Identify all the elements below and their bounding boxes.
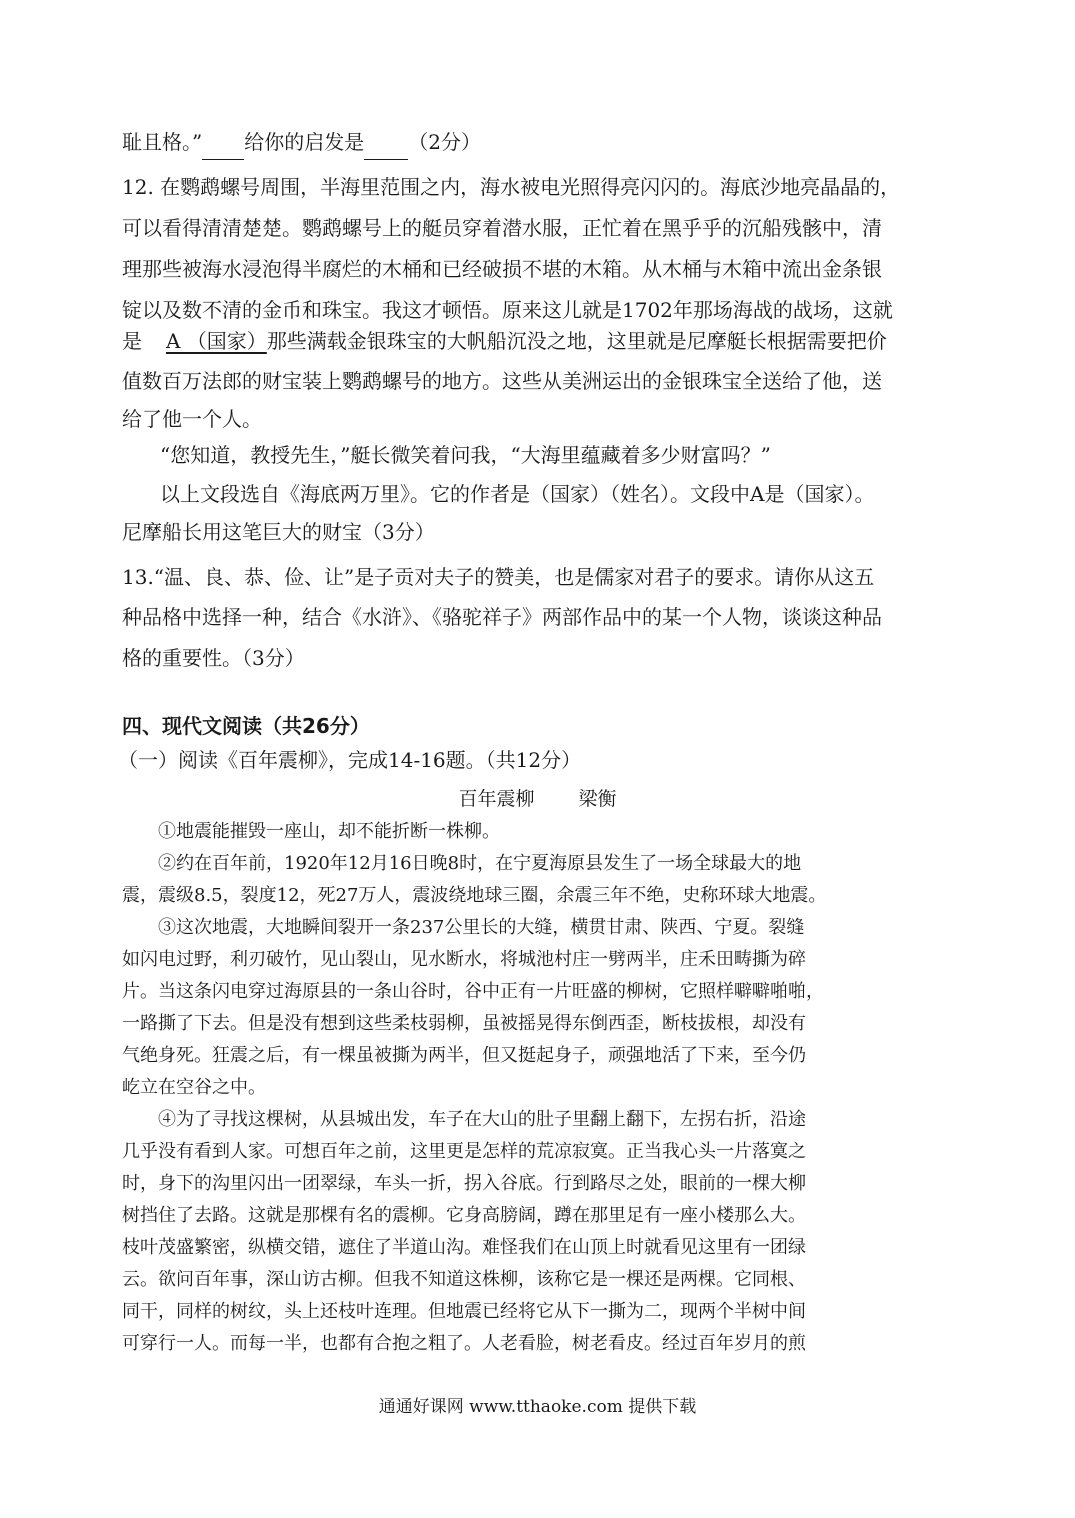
q12-line-6: 值数百万法郎的财宝装上鹦鹉螺号的地方。这些从美洲运出的金银珠宝全送给了他，送 bbox=[122, 369, 882, 393]
q11-score: （2分） bbox=[408, 130, 481, 154]
q11-tail-line bbox=[122, 126, 956, 160]
article-p4-line: 树挡住了去路。这就是那棵有名的震柳。它身高膀阔，蹲在那里足有一座小楼那么大。 bbox=[122, 1205, 806, 1226]
q12-line-7: 给了他一个人。 bbox=[122, 407, 262, 431]
article-p4-line: ④为了寻找这棵树，从县城出发，车子在大山的肚子里翻上翻下，左拐右折，沿途 bbox=[158, 1109, 806, 1130]
q12-line-3: 理那些被海水浸泡得半腐烂的木桶和已经破损不堪的木箱。从木桶与木箱中流出金条银 bbox=[122, 257, 882, 281]
section-subheading: （一）阅读《百年震柳》，完成14-16题。（共12分） bbox=[118, 748, 582, 772]
q12-line-4: 锭以及数不清的金币和珠宝。我这才顿悟。原来这儿就是1702年那场海战的战场，这就 bbox=[122, 298, 893, 322]
q13-line-1: 13.“温、良、恭、俭、让”是子贡对夫子的赞美，也是儒家对君子的要求。请你从这五 bbox=[122, 565, 875, 589]
q12-line-1: 12. 在鹦鹉螺号周围，半海里范围之内，海水被电光照得亮闪闪的。海底沙地亮晶晶的， bbox=[122, 175, 901, 199]
q12-question-1: 以上文段选自《海底两万里》。它的作者是（国家）（姓名）。文段中A是（国家）。 bbox=[160, 482, 875, 506]
article-title: 百年震柳 bbox=[458, 788, 535, 810]
q11-text-a: 耻且格。” bbox=[122, 130, 203, 154]
article-p3-line: 气绝身死。狂震之后，有一棵虽被撕为两半，但又挺起身子，顽强地活了下来，至今仍 bbox=[122, 1045, 806, 1066]
article-p3-line: 片。当这条闪电穿过海原县的一条山谷时，谷中正有一片旺盛的柳树，它照样噼噼啪啪， bbox=[122, 981, 824, 1002]
article-author: 梁衡 bbox=[578, 788, 617, 810]
article-p4-line: 时，身下的沟里闪出一团翠绿，车头一折，拐入谷底。行到路尽之处，眼前的一棵大柳 bbox=[122, 1173, 806, 1194]
article-p3-line: 一路撕了下去。但是没有想到这些柔枝弱柳，虽被摇晃得东倒西歪，断枝拔根，却没有 bbox=[122, 1013, 806, 1034]
q12-quote: “您知道，教授先生，”艇长微笑着问我，“大海里蕴藏着多少财富吗？” bbox=[160, 443, 771, 467]
q12-text-pre: 是 bbox=[122, 329, 142, 353]
article-title-line bbox=[0, 784, 1075, 811]
article-p4-line: 可穿行一人。而每一半，也都有合抱之粗了。人老看脸，树老看皮。经过百年岁月的煎 bbox=[122, 1333, 806, 1354]
article-p4-line: 几乎没有看到人家。可想百年之前，这里更是怎样的荒凉寂寞。正当我心头一片落寞之 bbox=[122, 1141, 806, 1162]
article-p3-line: ③这次地震，大地瞬间裂开一条237公里长的大缝，横贯甘肃、陕西、宁夏。裂缝 bbox=[158, 917, 805, 938]
article-p3-line: 如闪电过野，利刃破竹，见山裂山，见水断水，将城池村庄一劈两半，庄禾田畴撕为碎 bbox=[122, 949, 806, 970]
article-p1: ①地震能摧毁一座山，却不能折断一株柳。 bbox=[158, 821, 500, 842]
article-p4-line: 枝叶茂盛繁密，纵横交错，遮住了半道山沟。难怪我们在山顶上时就看见这里有一团绿 bbox=[122, 1237, 806, 1258]
q11-text-b: 给你的启发是 bbox=[244, 130, 365, 154]
article-p4-line: 云。欲问百年事，深山访古柳。但我不知道这株柳，该称它是一棵还是两棵。它同根、 bbox=[122, 1269, 806, 1290]
q12-question-2: 尼摩船长用这笔巨大的财宝（3分） bbox=[122, 520, 435, 544]
q13-line-2: 种品格中选择一种，结合《水浒》、《骆驼祥子》两部作品中的某一个人物，谈谈这种品 bbox=[122, 605, 882, 629]
article-p2-line: 震，震级8.5，裂度12，死27万人，震波绕地球三圈，余震三年不绝，史称环球大地震。 bbox=[122, 885, 827, 906]
answer-blank bbox=[364, 126, 408, 160]
page-footer: 通通好课网 www.tthaoke.com 提供下载 bbox=[378, 1397, 697, 1417]
q12-line-2: 可以看得清清楚楚。鹦鹉螺号上的艇员穿着潜水服，正忙着在黑乎乎的沉船残骸中，清 bbox=[122, 216, 882, 240]
section-heading: 四、现代文阅读（共26分） bbox=[122, 714, 370, 738]
q12-line-5 bbox=[122, 325, 956, 358]
q13-line-3: 格的重要性。（3分） bbox=[122, 646, 305, 670]
country-blank-a: A （国家） bbox=[166, 329, 267, 353]
article-p4-line: 同干，同样的树纹，头上还枝叶连理。但地震已经将它从下一撕为二，现两个半树中间 bbox=[122, 1301, 806, 1322]
q12-text-post: 那些满载金银珠宝的大帆船沉没之地，这里就是尼摩艇长根据需要把价 bbox=[266, 329, 887, 353]
article-p2-line: ②约在百年前，1920年12月16日晚8时，在宁夏海原县发生了一场全球最大的地 bbox=[158, 853, 802, 874]
answer-blank bbox=[202, 126, 244, 160]
article-p3-line: 屹立在空谷之中。 bbox=[122, 1077, 266, 1098]
